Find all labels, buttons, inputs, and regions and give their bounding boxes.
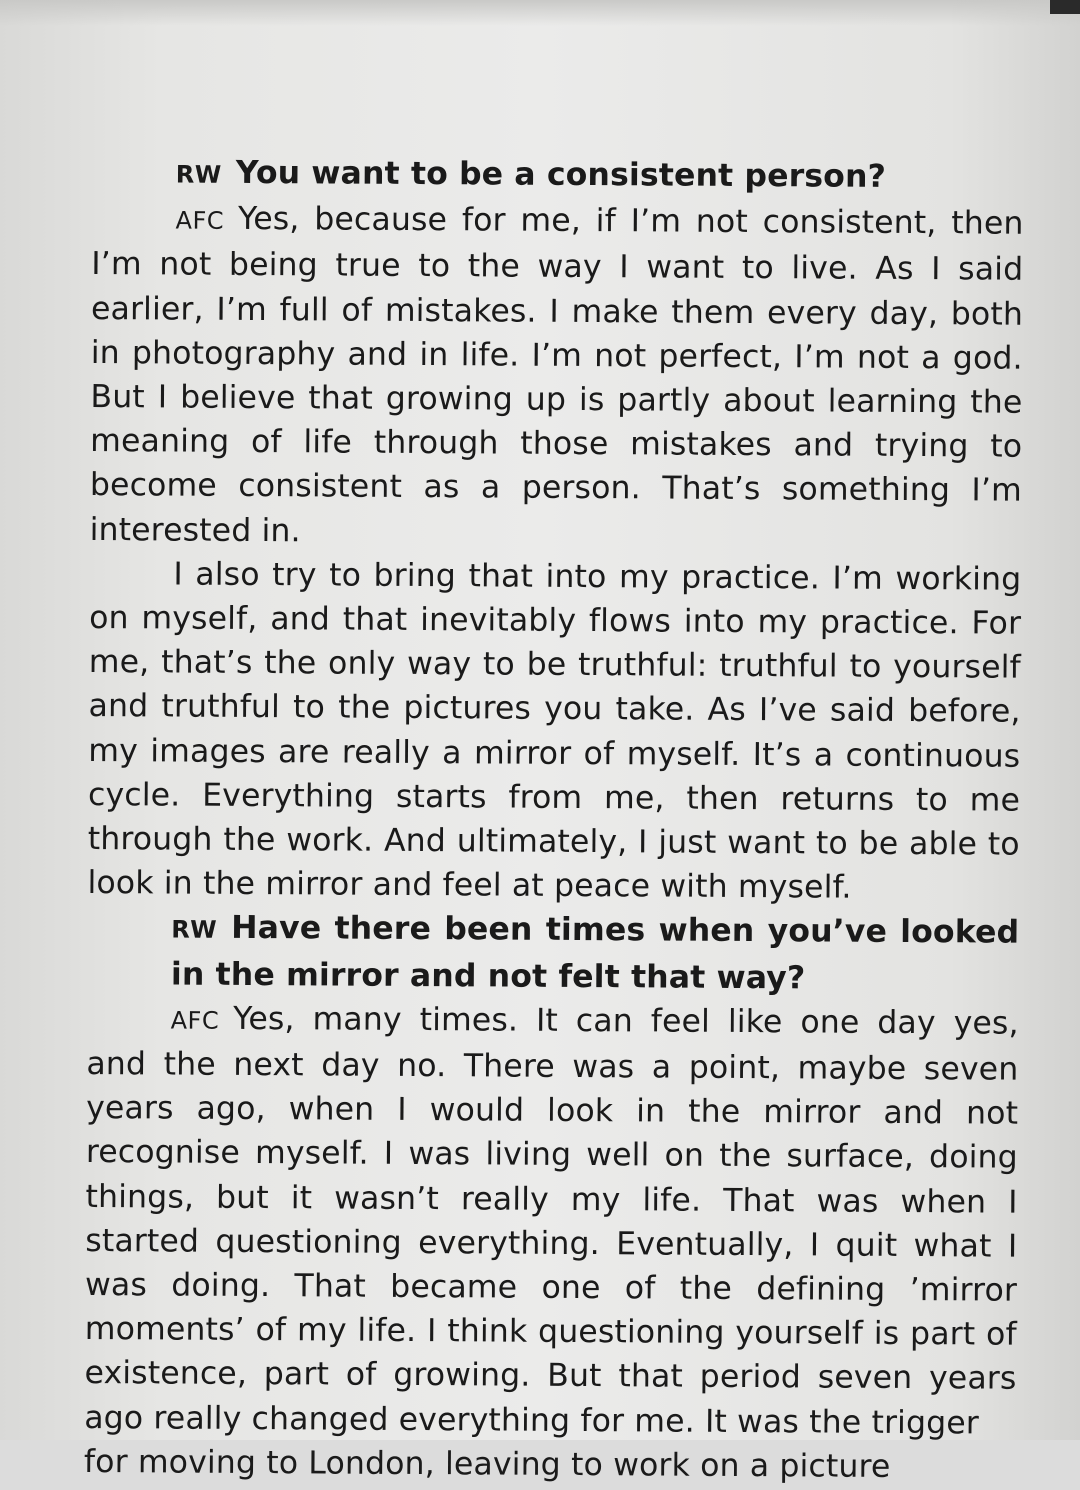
cut-off-line: for moving to London, leaving to work on a picture bbox=[83, 1443, 891, 1485]
question-2 bbox=[87, 905, 1020, 1001]
interview-text bbox=[83, 150, 1024, 1485]
speaker-label: AFC bbox=[175, 206, 225, 236]
answer-1 bbox=[90, 196, 1024, 557]
speaker-label: RW bbox=[171, 915, 218, 945]
question-text: You want to be a consistent person? bbox=[235, 154, 887, 195]
question-text: Have there been times when you’ve looked in the mirror and not felt that way? bbox=[170, 910, 1020, 997]
screen-bezel-corner bbox=[1050, 0, 1080, 14]
answer-text: Yes, many times. It can feel like one day yes, and the next day no. There was a point, maybe seven years ago, when I would look in the mirror and not recognise myself. I was living well on the surface, doing things, but it wasn’t really my life. That was when I started questioning everything. Eventually, I quit what I was doing. That became one of the defining ’mirror moments’ of my life. I think questioning yourself is part of existence, part of growing. But that period seven years ago really changed everything for me. It was the trigger bbox=[84, 1000, 1019, 1442]
speaker-label: AFC bbox=[170, 1006, 220, 1035]
page-top-shadow bbox=[0, 0, 1080, 26]
answer-2 bbox=[84, 996, 1019, 1446]
speaker-label: RW bbox=[175, 160, 222, 189]
answer-text: Yes, because for me, if I’m not consistent, then I’m not being true to the way I want to live. As I said earlier, I’m full of mistakes. I make them every day, both in photography and in life. I’m not perfect, I’m not a god. But I believe that growing up is partly about learning the meaning of life through those mistakes and trying to become consistent as a person. That’s something I’m interested in. bbox=[89, 201, 1024, 549]
question-1 bbox=[92, 150, 1024, 202]
answer-1-continued bbox=[87, 552, 1021, 911]
answer-text: I also try to bring that into my practice. I’m working on myself, and that inevitably flows into my practice. For me, that’s the only way to be truthful: truthful to yourself and truthful to the pictures you take. As I’ve said before, my images are really a mirror of myself. It’s a continuous cycle. Everything starts from me, then returns to me through the work. And ultimately, I just want to be able to look in the mirror and feel at peace with myself. bbox=[87, 556, 1022, 906]
